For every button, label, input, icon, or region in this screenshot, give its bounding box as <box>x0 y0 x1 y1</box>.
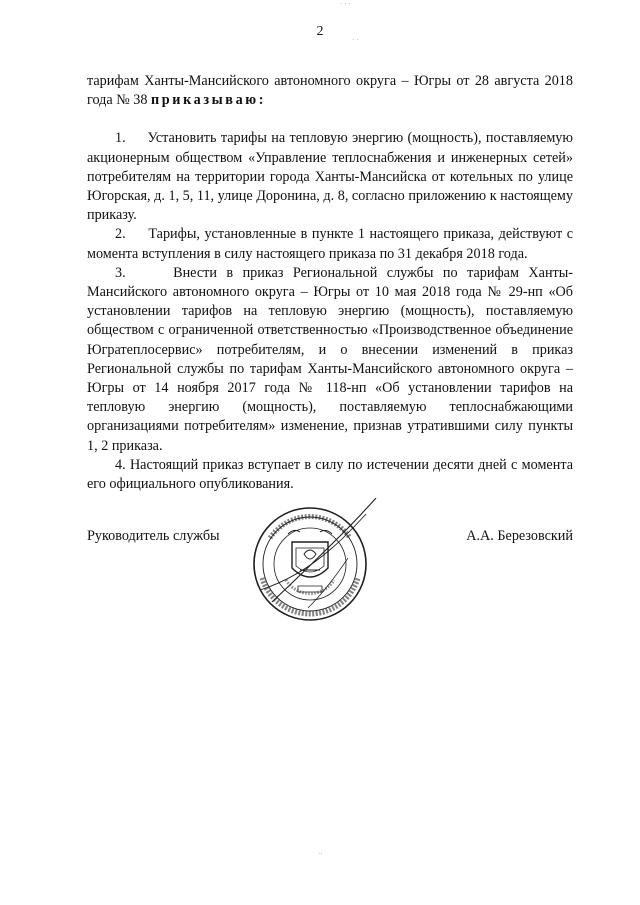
signer-name: А.А. Березовский <box>466 528 573 544</box>
item-text: Настоящий приказ вступает в силу по истечении десяти дней с момента его официального опубликования. <box>87 456 573 493</box>
list-item <box>87 264 573 456</box>
item-number: 4. <box>115 456 126 473</box>
list-item <box>87 456 573 494</box>
list-item <box>87 129 573 225</box>
item-text: Установить тарифы на тепловую энергию (мощность), поставляемую акционерным обществом «Управление теплоснабжения и инженерных сетей» потребителям на территории города Ханты-Мансийска от котельных по улице Югорская, д. 1, 5, 11, улице Доронина, д. 8, согласно приложению к настоящему приказу. <box>87 130 573 224</box>
document-body <box>87 72 573 494</box>
intro-paragraph <box>87 72 573 110</box>
item-number: 1. <box>115 130 126 147</box>
order-word: приказываю: <box>151 92 267 109</box>
item-number: 3. <box>115 264 126 281</box>
page-number: 2 <box>316 24 324 39</box>
list-item <box>87 225 573 263</box>
scan-artifact: ·· <box>318 850 323 858</box>
item-text: Внести в приказ Региональной службы по тарифам Ханты-Мансийского автономного округа – Югры от 10 мая 2018 года № 29-нп «Об установлении тарифов на тепловую энергию (мощность), поставляемую обществом с ограниченной ответственностью «Производственное объединение Югратеплосервис» потребителям, и о внесении изменений в приказ Региональной службы по тарифам Ханты-Мансийского автономного округа – Югры от 14 ноября 2017 года № 118-нп «Об установлении тарифов на тепловую энергию (мощность), поставляемую теплоснабжающими организациями потребителям» изменение, признав утратившими силу пункты 1, 2 приказа. <box>87 264 574 454</box>
intro-text: тарифам Ханты-Мансийского автономного округа – Югры от 28 августа 2018 года № 38 <box>87 73 573 109</box>
item-number: 2. <box>115 226 126 243</box>
official-seal-icon <box>248 498 378 628</box>
scan-artifact: · · · <box>340 0 351 8</box>
scan-artifact: · · <box>352 36 359 44</box>
signer-position: Руководитель службы <box>87 528 220 544</box>
item-text: Тарифы, установленные в пункте 1 настоящего приказа, действуют с момента вступления в силу настоящего приказа по 31 декабря 2018 года. <box>87 226 573 262</box>
